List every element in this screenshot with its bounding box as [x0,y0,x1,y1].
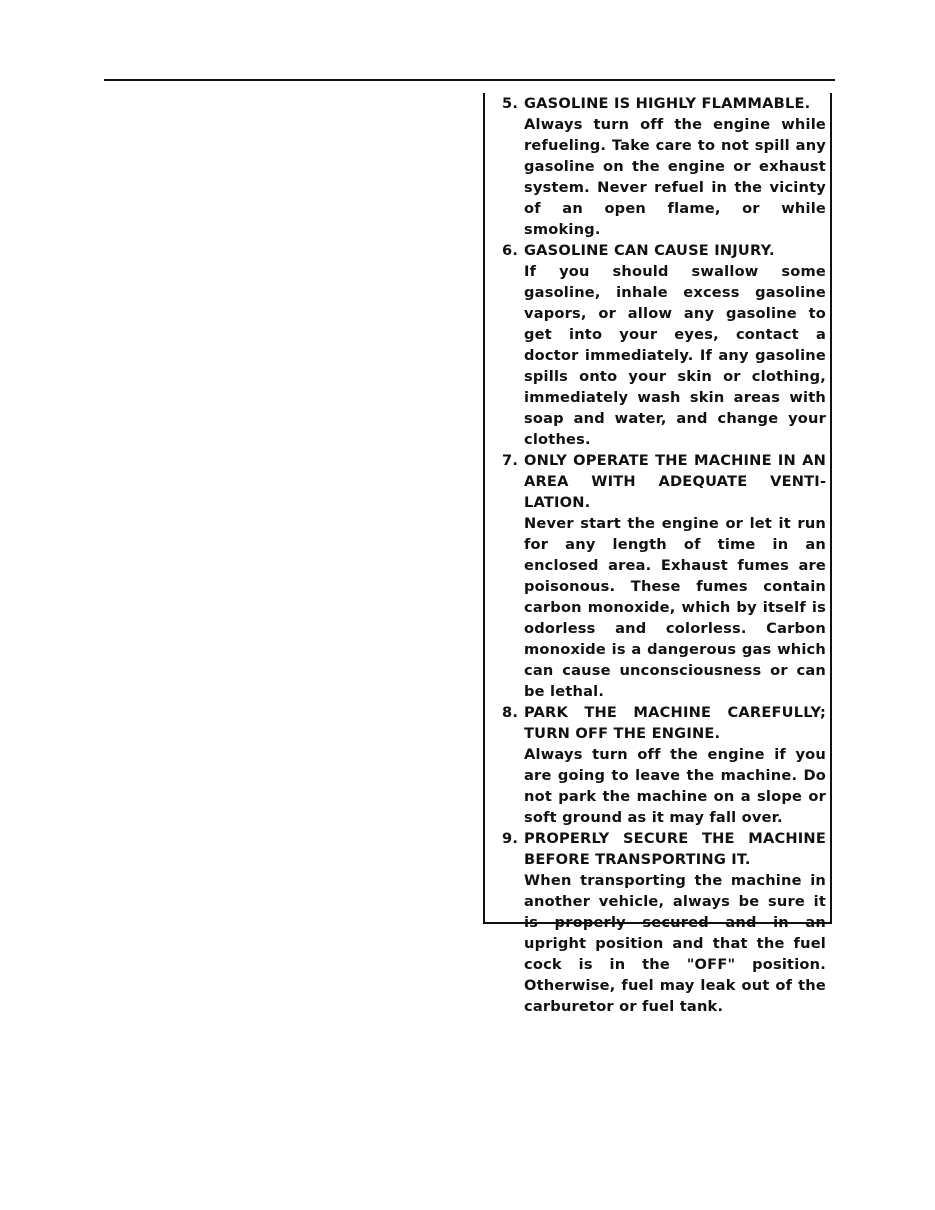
safety-item-list [502,93,826,1017]
safety-item-8 [502,702,826,828]
safety-item-6 [502,240,826,450]
item-number: 8. [502,704,519,721]
item-title: PROPERLY SECURE THE MACHINE BEFORE TRANSPORTING IT. [524,830,826,868]
item-title: ONLY OPERATE THE MACHINE IN AN AREA WITH ADEQUATE VENTILATION. [524,452,826,511]
item-title: PARK THE MACHINE CAREFULLY; TURN OFF THE ENGINE. [524,704,826,742]
item-body: When transporting the machine in another vehicle, always be sure it is properly secured and in an upright position and that the fuel cock is in the "OFF" position. Otherwise, fuel may leak out of the carburetor or fuel tank. [524,872,826,1015]
item-number: 5. [502,95,519,112]
safety-item-9 [502,828,826,1017]
safety-item-7 [502,450,826,702]
item-body: Never start the engine or let it run for any length of time in an enclosed area. Exhaust fumes are poisonous. These fumes contain carbon monoxide, which by itself is odorless and colorless. Carbon monoxide is a dangerous gas which can cause unconsciousness or can be lethal. [524,515,826,700]
header-rule [104,79,835,81]
item-number: 6. [502,242,519,259]
safety-warning-box [483,93,832,1015]
item-body: Always turn off the engine while refueling. Take care to not spill any gasoline on the engine or exhaust system. Never refuel in the vicinty of an open flame, or while smoking. [524,116,826,238]
item-title: GASOLINE IS HIGHLY FLAMMABLE. [524,95,811,112]
item-number: 9. [502,830,519,847]
item-number: 7. [502,452,519,469]
item-title: GASOLINE CAN CAUSE INJURY. [524,242,775,259]
safety-item-5 [502,93,826,240]
item-body: Always turn off the engine if you are going to leave the machine. Do not park the machine on a slope or soft ground as it may fall over. [524,746,826,826]
item-body: If you should swallow some gasoline, inhale excess gasoline vapors, or allow any gasoline to get into your eyes, contact a doctor immediately. If any gasoline spills onto your skin or clothing, immediately wash skin areas with soap and water, and change your clothes. [524,263,826,448]
